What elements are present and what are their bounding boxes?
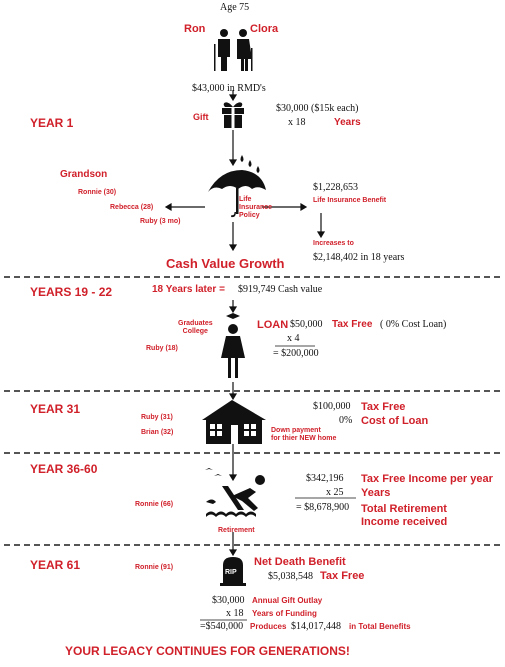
increases-value: $2,148,402 in 18 years bbox=[313, 252, 405, 263]
summary-benefits-label: in Total Benefits bbox=[349, 622, 411, 631]
summary-times: x 18 bbox=[226, 608, 244, 619]
increases-label: Increases to bbox=[313, 240, 354, 247]
death-benefit-label: Net Death Benefit bbox=[254, 556, 346, 568]
loan-times: x 4 bbox=[287, 333, 300, 344]
gift-label: Gift bbox=[193, 112, 209, 122]
grandchild-ronnie: Ronnie (30) bbox=[78, 189, 117, 196]
retirement-total: = $8,678,900 bbox=[296, 502, 350, 513]
cost-pct: 0% bbox=[339, 415, 353, 426]
loan-amount: $50,000 bbox=[290, 319, 323, 330]
later-label: 18 Years later = bbox=[152, 284, 225, 295]
death-benefit-taxfree: Tax Free bbox=[320, 570, 365, 582]
policy-label: Life Insurance Policy bbox=[239, 196, 273, 220]
gift-amount-value: $30,000 bbox=[276, 103, 309, 114]
age-label: Age 75 bbox=[220, 2, 250, 13]
ronnie-66: Ronnie (66) bbox=[135, 501, 174, 508]
ruby-18: Ruby (18) bbox=[146, 345, 178, 352]
grandchild-ruby: Ruby (3 mo) bbox=[140, 218, 181, 225]
year61-label: YEAR 61 bbox=[30, 558, 81, 572]
later-value: $919,749 Cash value bbox=[238, 284, 323, 295]
brian-32: Brian (32) bbox=[141, 429, 174, 436]
benefit-label: Life Insurance Benefit bbox=[313, 197, 387, 204]
benefit-amount: $1,228,653 bbox=[313, 182, 358, 193]
cost-of-loan: Cost of Loan bbox=[361, 415, 429, 427]
divider bbox=[4, 276, 500, 278]
grandparents-icon bbox=[214, 29, 253, 71]
year31-amount: $100,000 bbox=[313, 401, 351, 412]
year31-taxfree: Tax Free bbox=[361, 401, 406, 413]
person-ron: Ron bbox=[184, 23, 206, 35]
years19-label: YEARS 19 - 22 bbox=[30, 285, 113, 299]
retirement-label: Retirement bbox=[218, 527, 255, 534]
divider bbox=[4, 452, 500, 454]
graduates-label: Graduates College bbox=[178, 320, 213, 336]
summary-total: =$540,000 bbox=[200, 621, 244, 632]
grandchild-rebecca: Rebecca (28) bbox=[110, 204, 154, 211]
rip-label: RIP bbox=[225, 569, 237, 576]
rmd-label: $43,000 in RMD's bbox=[192, 83, 266, 94]
grandson-label: Grandson bbox=[60, 169, 108, 180]
divider bbox=[4, 544, 500, 546]
gift-years: Years bbox=[334, 117, 361, 128]
death-benefit-amount: $5,038,548 bbox=[268, 571, 313, 582]
loan-label: LOAN bbox=[257, 319, 289, 331]
footer-legacy: YOUR LEGACY CONTINUES FOR GENERATIONS! bbox=[65, 644, 350, 658]
summary-outlay: $30,000 bbox=[212, 595, 245, 606]
divider bbox=[4, 390, 500, 392]
gift-icon bbox=[222, 102, 244, 128]
person-clora: Clora bbox=[250, 23, 279, 35]
summary-benefits-value: $14,017,448 bbox=[291, 621, 341, 632]
gift-each: ($15k each) bbox=[311, 103, 359, 114]
summary-times-label: Years of Funding bbox=[252, 609, 317, 618]
loan-total: = $200,000 bbox=[273, 348, 319, 359]
retirement-total-label: Total Retirement Income received bbox=[361, 503, 448, 528]
house-icon bbox=[202, 400, 266, 444]
gift-times: x 18 bbox=[288, 117, 306, 128]
retirement-years: Years bbox=[361, 487, 391, 499]
summary-produces: Produces bbox=[250, 622, 287, 631]
year1-label: YEAR 1 bbox=[30, 116, 74, 130]
retirement-income: $342,196 bbox=[306, 473, 344, 484]
loan-taxfree: Tax Free bbox=[332, 319, 373, 330]
down-payment-label: Down payment for thier NEW home bbox=[271, 427, 337, 443]
retirement-income-label: Tax Free Income per year bbox=[361, 473, 493, 485]
loan-note: ( 0% Cost Loan) bbox=[380, 319, 447, 330]
year31-label: YEAR 31 bbox=[30, 402, 81, 416]
ruby-31: Ruby (31) bbox=[141, 414, 173, 421]
summary-outlay-label: Annual Gift Outlay bbox=[252, 596, 323, 605]
cash-value-growth: Cash Value Growth bbox=[166, 256, 285, 271]
retirement-times: x 25 bbox=[326, 487, 344, 498]
ronnie-91: Ronnie (91) bbox=[135, 564, 174, 571]
graduate-person-icon bbox=[221, 313, 245, 378]
gift-amount bbox=[276, 104, 358, 114]
year36-label: YEAR 36-60 bbox=[30, 462, 98, 476]
